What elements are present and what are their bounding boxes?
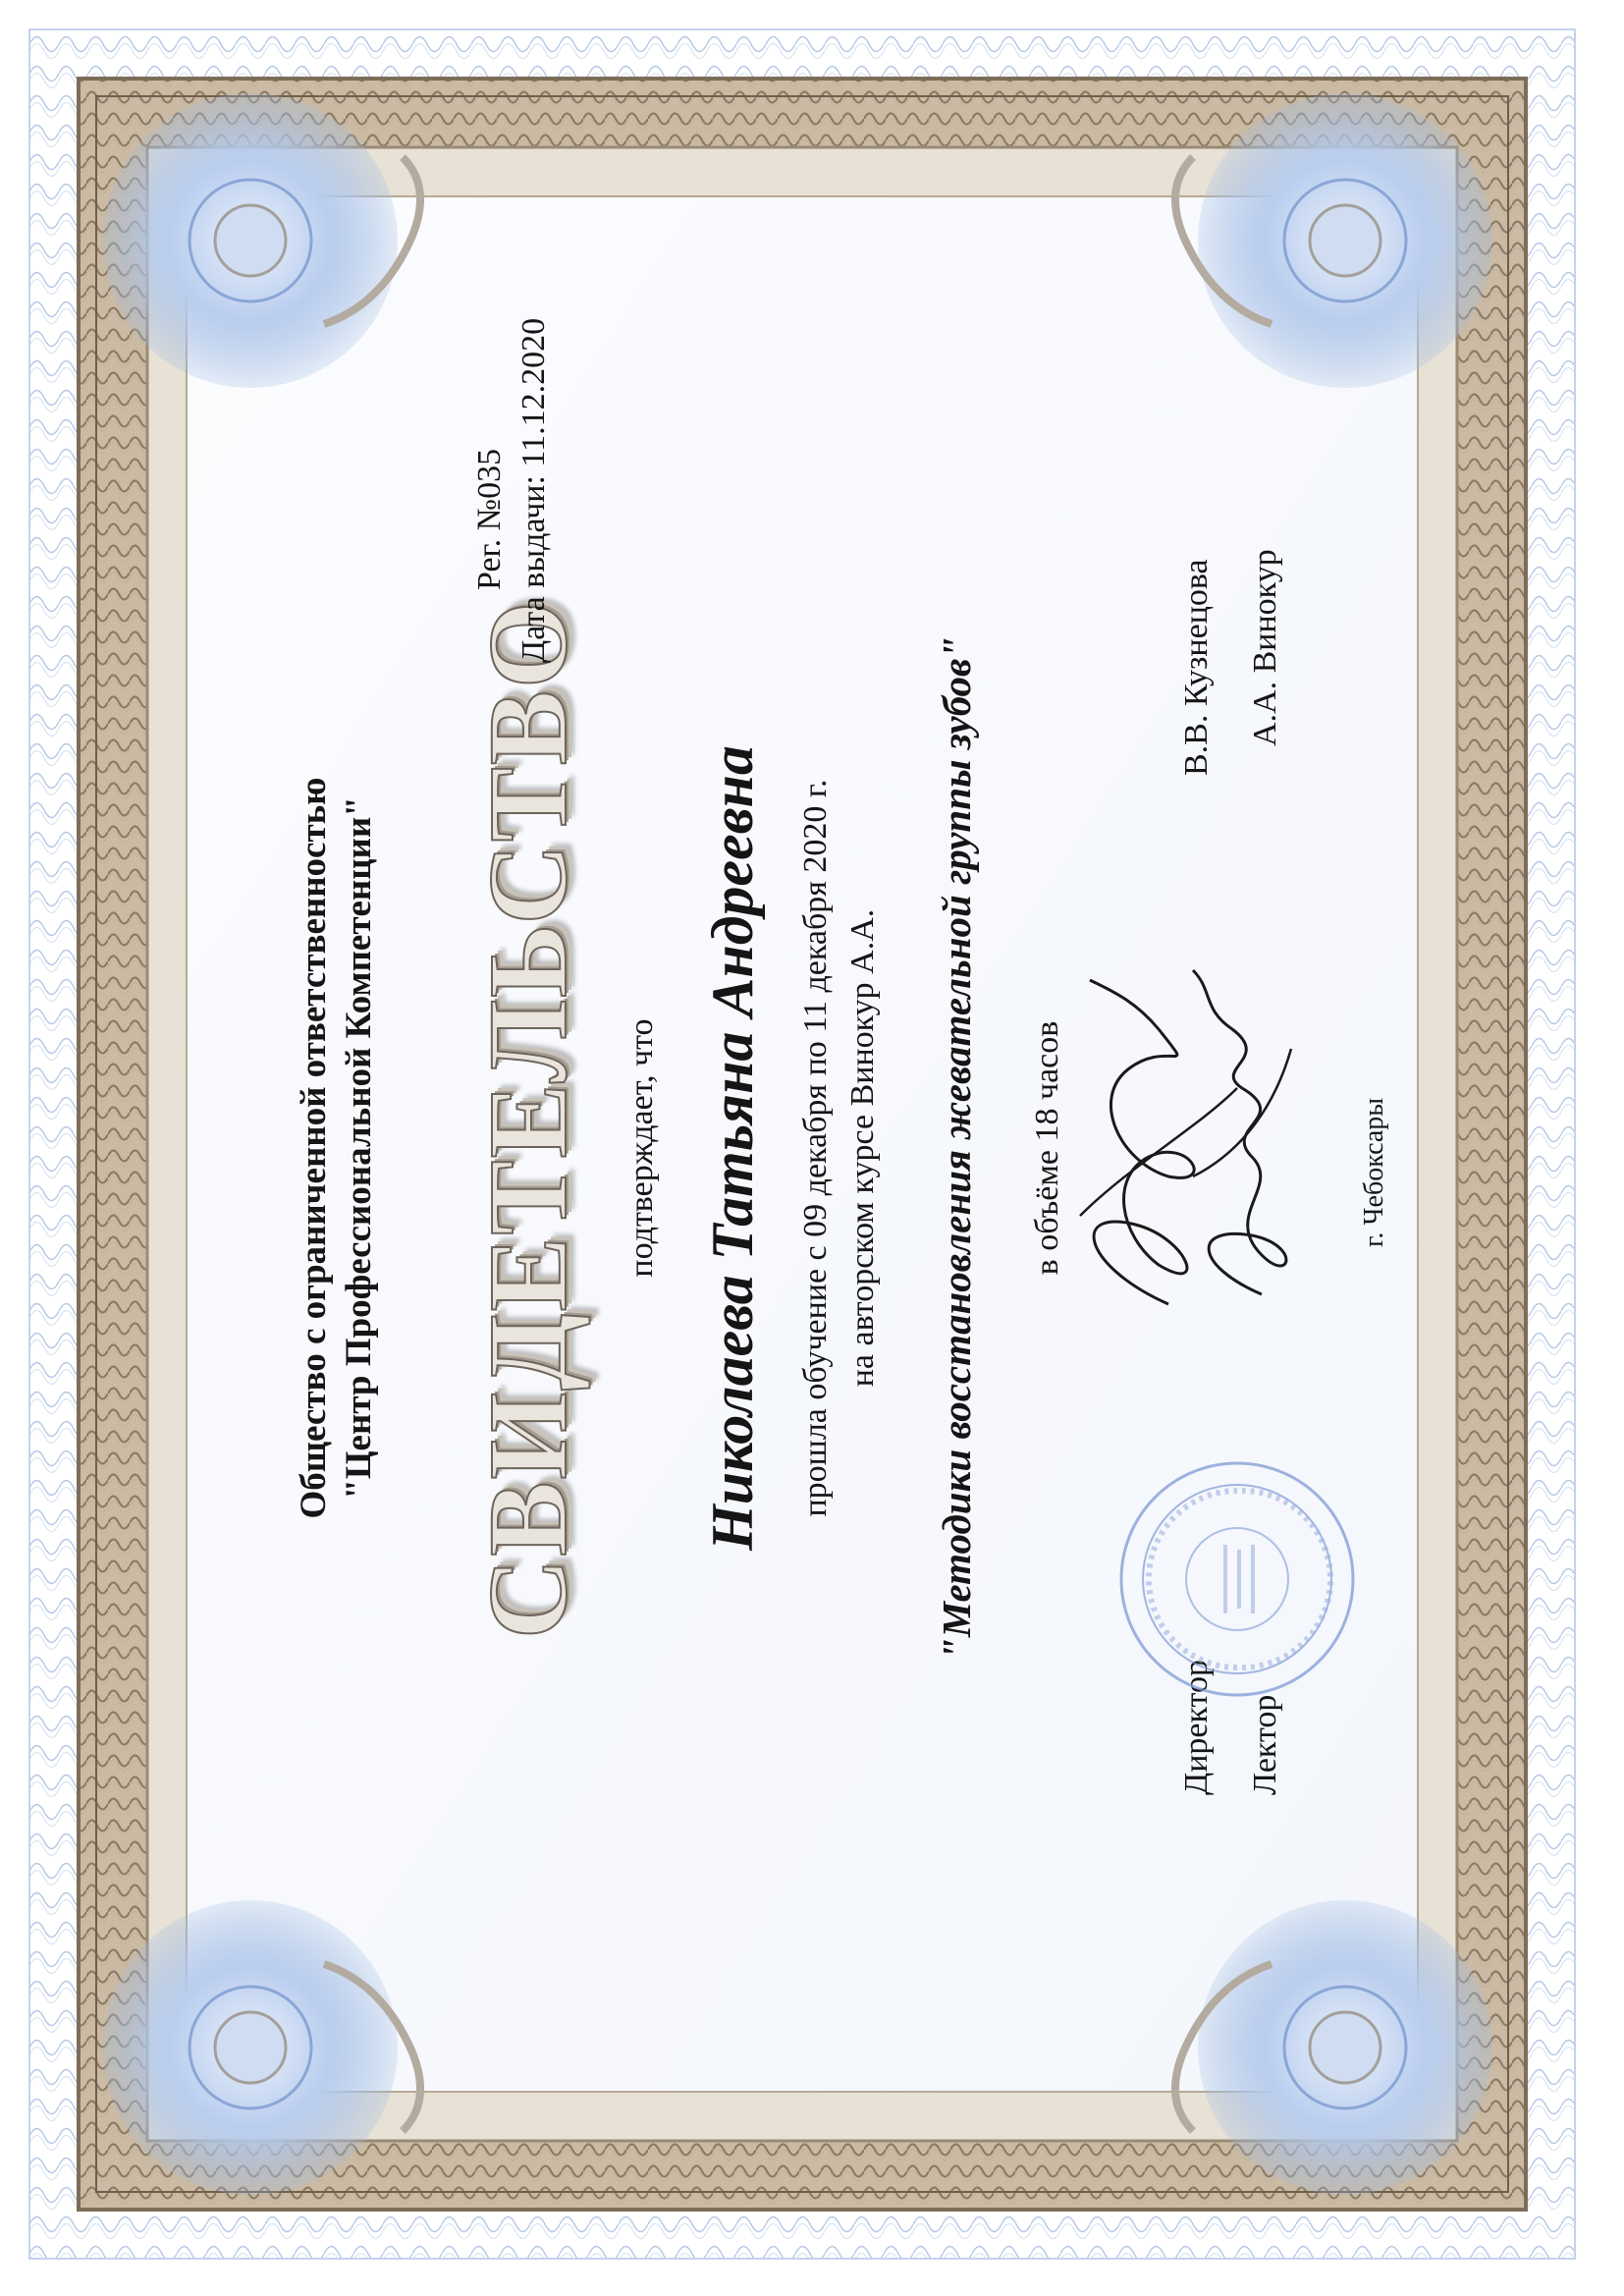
director-name: В.В. Кузнецова: [1178, 559, 1215, 776]
city: г. Чебоксары: [1359, 1097, 1389, 1247]
organization-line-2: "Центр Профессиональной Компетенции": [339, 796, 379, 1500]
issue-date: Дата выдачи: 11.12.2020: [515, 317, 552, 663]
lecturer-signature: [1173, 941, 1330, 1314]
organization-line-1: Общество с ограниченной ответственностью: [294, 777, 334, 1519]
course-author-text: на авторском курсе Винокур А.А.: [844, 908, 881, 1388]
lecturer-label: Лектор: [1247, 1694, 1283, 1795]
lecturer-name: А.А. Винокур: [1247, 549, 1283, 746]
confirms-text: подтверждает, что: [623, 1018, 660, 1278]
completed-text: прошла обучение с 09 декабря по 11 декабря 2020 г.: [797, 779, 834, 1517]
organization-name: [292, 706, 382, 1590]
seal-stamp: [1110, 1451, 1365, 1707]
certificate-title: СВИДЕТЕЛЬСТВО: [465, 599, 590, 1639]
course-title: "Методики восстановления жевательной группы зубов": [934, 635, 979, 1661]
director-label: Директор: [1178, 1660, 1215, 1795]
reg-number: Рег. №035: [471, 448, 508, 590]
recipient-name: Николаева Татьяна Андреевна: [700, 745, 765, 1551]
hours-text: в объёме 18 часов: [1029, 1020, 1065, 1276]
